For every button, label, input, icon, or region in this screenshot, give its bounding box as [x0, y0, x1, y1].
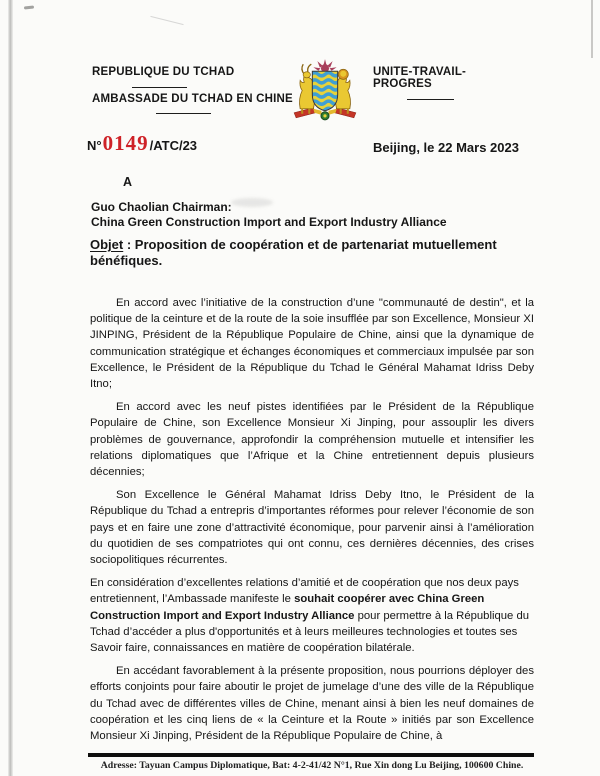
recipient-organization: China Green Construction Import and Export Industry Alliance	[91, 214, 447, 229]
reference-number	[87, 131, 197, 156]
reference-stamped-number: 0149	[102, 131, 149, 155]
divider	[156, 113, 211, 114]
recipient-block	[91, 200, 447, 229]
dateline: Beijing, le 22 Mars 2023	[373, 140, 519, 155]
scan-edge-right	[591, 0, 593, 58]
paragraph-2: En accord avec les neuf pistes identifiées par le Président de la République Populaire de Chine, son Excellence Monsieur Xi Jinping, pour assouplir les divers problèmes de gouvernance, approfondir la compréhension mutuelle et intensifier les relations diplomatiques que l’Afrique et la Chine entretiennent depuis plusieurs décennies;	[90, 401, 534, 479]
national-motto: UNITE-TRAVAIL- PROGRES	[373, 66, 467, 90]
embassy-title: AMBASSADE DU TCHAD EN CHINE	[92, 93, 293, 105]
recipient-name: Guo Chaolian Chairman:	[91, 200, 232, 214]
letter-body	[90, 295, 534, 744]
scan-crease	[150, 16, 183, 25]
reference-suffix: /ATC/23	[149, 138, 198, 153]
letterhead-left	[92, 66, 293, 114]
paragraph-4-text-after: pour permettre à la République du Tchad d’accéder a plus d'opportunités et à leurs meilleures technologies et toutes ses Savoir faire, connaissances en matière de coopération bilatérale.	[90, 609, 530, 655]
footer-address: Adresse: Tayuan Campus Diplomatique, Bat: 4-2-41/42 N°1, Rue Xin dong Lu Beijing, 100600 Chine.	[100, 760, 524, 771]
paragraph-1: En accord avec l’initiative de la construction d’une "communauté de destin", et la politique de la ceinture et de la route de la soie insufflée par son Excellence, Monsieur XI JINPING, Président de la République Populaire de Chine, ainsi que la dynamique de communication stratégique et échanges économiques et commerciaux impulsée par son Excellence, le Président de la République du Tchad le Général Mahamat Idriss Deby Itno;	[90, 297, 534, 391]
divider	[407, 99, 454, 100]
subject-label: Objet	[90, 237, 124, 252]
paragraph-3: Son Excellence le Général Mahamat Idriss Deby Itno, le Président de la République du Tchad a entrepris d’importantes réformes pour relever l’économie de son pays et en faire une zone d’attractivité économique, pour parvenir ainsi à l’amélioration du quotidien de ses compatriotes qui ont connu, ces dernières décennies, des crises sociopolitiques récurrentes.	[90, 489, 534, 567]
scan-edge-left	[8, 0, 13, 776]
coat-of-arms-icon	[287, 56, 363, 125]
scan-mark	[24, 5, 34, 9]
paragraph-4-bold-alliance-name: souhait coopérer avec China Green Construction Import and Export Industry Alliance	[90, 593, 485, 622]
paragraph-4-text: En considération d’excellentes relations d’amitié et de coopération que nos deux pays entretiennent, l’Ambassade manifeste le	[90, 577, 519, 606]
salutation: A	[123, 175, 133, 189]
paragraph-4	[90, 575, 534, 656]
reference-prefix: N°	[87, 138, 102, 153]
paragraph-5: En accédant favorablement à la présente proposition, nous pourrions déployer des efforts conjoints pour faire aboutir le projet de jumelage d’une des ville de la République du Tchad avec de différentes villes de Chine, menant ainsi à bien les neuf domaines de coopération et les cinq liens de « la Ceinture et la Route » initiés par son Excellence Monsieur Xi Jinping, Président de la République Populaire de Chine, à	[90, 665, 534, 743]
subject-text: : Proposition de coopération et de partenariat mutuellement bénéfiques.	[90, 237, 497, 268]
republic-title: REPUBLIQUE DU TCHAD	[92, 66, 235, 78]
footer-divider	[88, 753, 534, 757]
chad-coat-of-arms-emblem	[287, 56, 363, 125]
subject-line	[90, 237, 522, 268]
divider	[132, 87, 187, 88]
letterhead-right	[373, 66, 523, 100]
